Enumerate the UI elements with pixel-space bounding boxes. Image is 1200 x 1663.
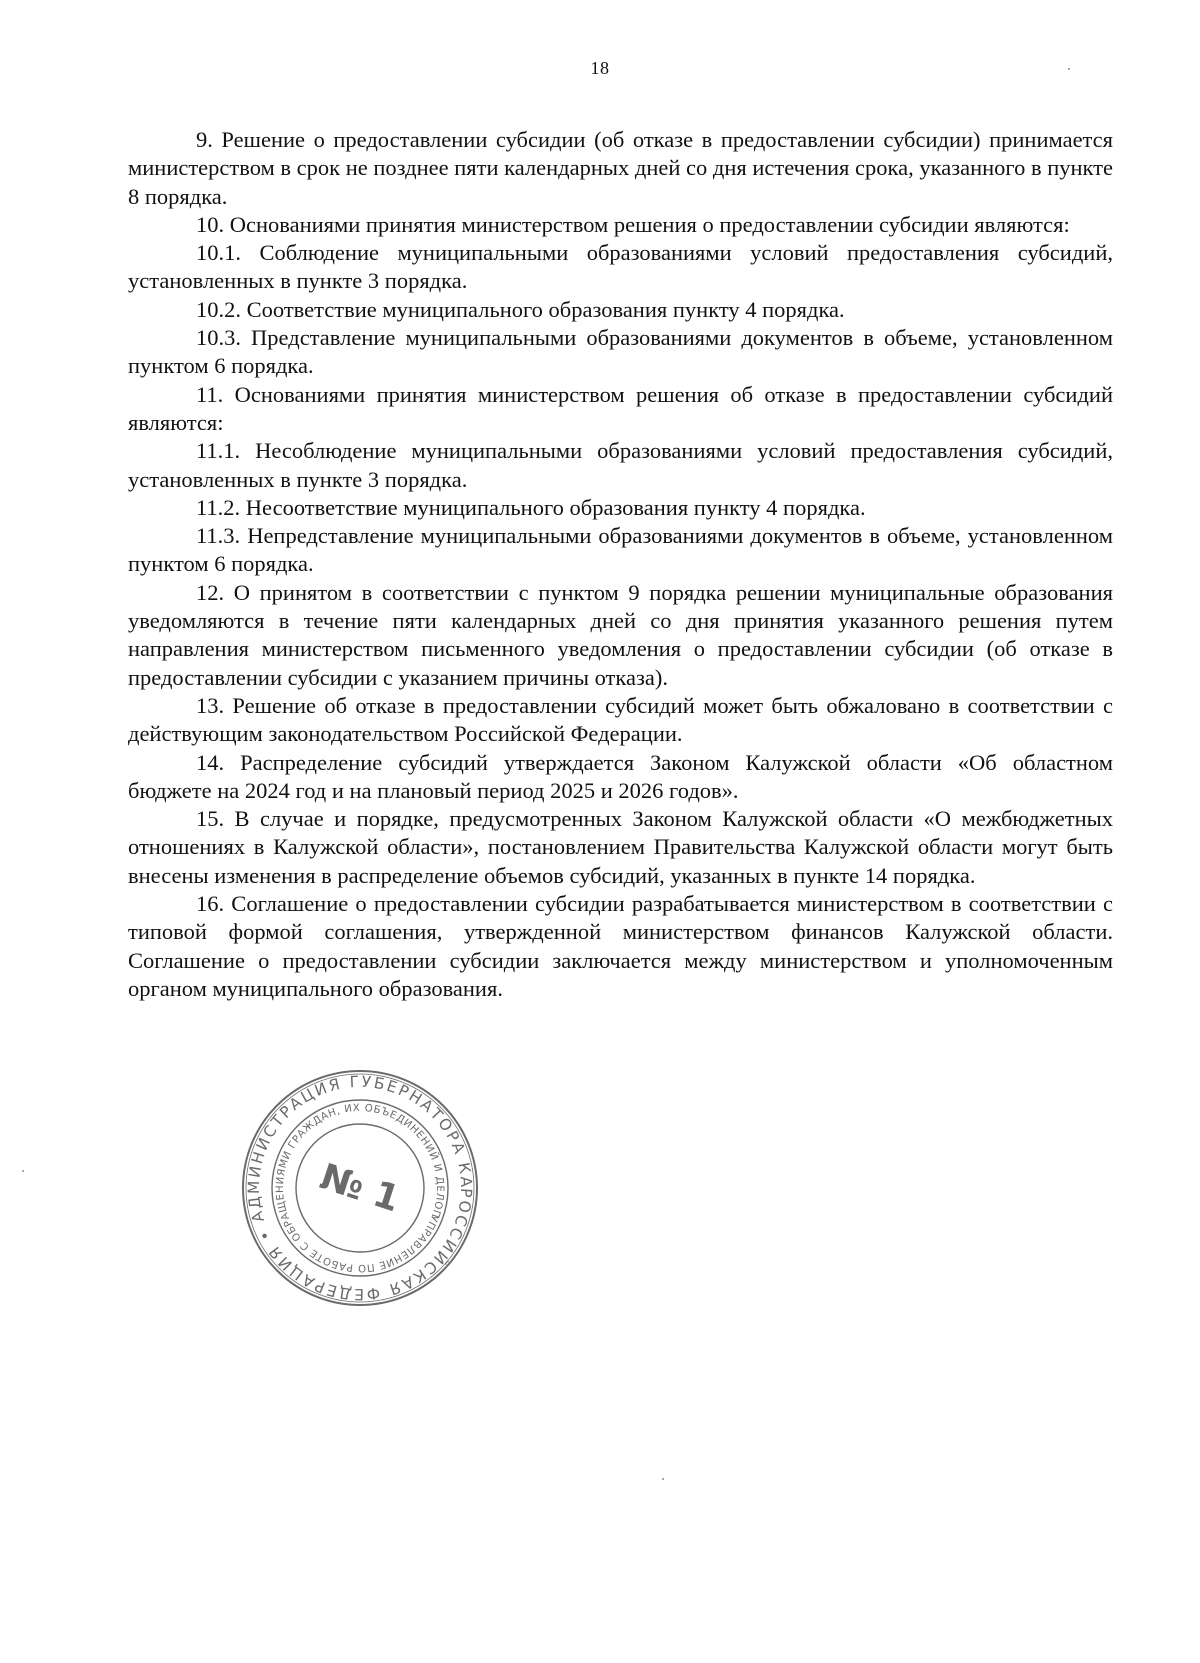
paragraph-12: 12. О принятом в соответствии с пунктом 9 порядка решении муниципальные образования уведомляются в течение пяти календарных дней со дня принятия указанного решения путем направления министерством письменного уведомления о предоставлении субсидии (об отказе в предоставлении субсидии с указанием причины отказа). — [128, 579, 1113, 690]
paragraph-11-2: 11.2. Несоответствие муниципального образования пункту 4 порядка. — [196, 494, 866, 520]
paragraph-10-3: 10.3. Представление муниципальными образованиями документов в объеме, установленном пунктом 6 порядка. — [128, 325, 1113, 379]
paragraph-15: 15. В случае и порядке, предусмотренных Законом Калужской области «О межбюджетных отношениях в Калужской области», постановлением Правительства Калужской области могут быть внесены изменения в распределение объемов субсидий, указанных в пункте 14 порядка. — [128, 806, 1113, 888]
paragraph-10: 10. Основаниями принятия министерством решения о предоставлении субсидии являются: — [196, 211, 1070, 237]
scan-speck — [662, 1478, 664, 1480]
paragraph-10-2: 10.2. Соответствие муниципального образования пункту 4 порядка. — [196, 296, 845, 322]
paragraph-11: 11. Основаниями принятия министерством решения об отказе в предоставлении субсидий являются: — [128, 381, 1113, 435]
paragraph-14: 14. Распределение субсидий утверждается Законом Калужской области «Об областном бюджете на 2024 год и на плановый период 2025 и 2026 годов». — [128, 749, 1113, 803]
document-body — [128, 126, 1113, 1003]
paragraph-9: 9. Решение о предоставлении субсидии (об отказе в предоставлении субсидии) принимается министерством в срок не позднее пяти календарных дней со дня истечения срока, указанного в пункте 8 порядка. — [128, 127, 1113, 209]
paragraph-11-3: 11.3. Непредставление муниципальными образованиями документов в объеме, установленном пунктом 6 порядка. — [128, 523, 1113, 577]
paragraph-13: 13. Решение об отказе в предоставлении субсидий может быть обжаловано в соответствии с действующим законодательством Российской Федерации. — [128, 692, 1113, 747]
seal-outer-textpath: РОССИЙСКАЯ ФЕДЕРАЦИЯ • АДМИНИСТРАЦИЯ ГУБЕРНАТОРА КА — [244, 1072, 476, 1304]
paragraph-11-1: 11.1. Несоблюдение муниципальными образованиями условий предоставления субсидий, установленных в пункте 3 порядка. — [128, 438, 1113, 492]
seal-middle-textpath: УПРАВЛЕНИЕ ПО РАБОТЕ С ОБРАЩЕНИЯМИ ГРАЖДАН, ИХ ОБЪЕДИНЕНИЙ И ДЕЛОПРОИЗВОДСТВУ — [274, 1102, 446, 1274]
scan-speck — [22, 1170, 24, 1172]
scan-speck — [1068, 68, 1070, 70]
seal-center-text: № 1 — [315, 1156, 405, 1221]
official-seal-stamp — [240, 1068, 480, 1308]
paragraph-16: 16. Соглашение о предоставлении субсидии разрабатывается министерством в соответствии с типовой формой соглашения, утвержденной министерством финансов Калужской области. Соглашение о предоставлении субсидии заключается между министерством и уполномоченным органом муниципального образования. — [128, 891, 1113, 1001]
page-number: 18 — [590, 58, 610, 78]
paragraph-10-1: 10.1. Соблюдение муниципальными образованиями условий предоставления субсидий, установленных в пункте 3 порядка. — [128, 240, 1113, 294]
